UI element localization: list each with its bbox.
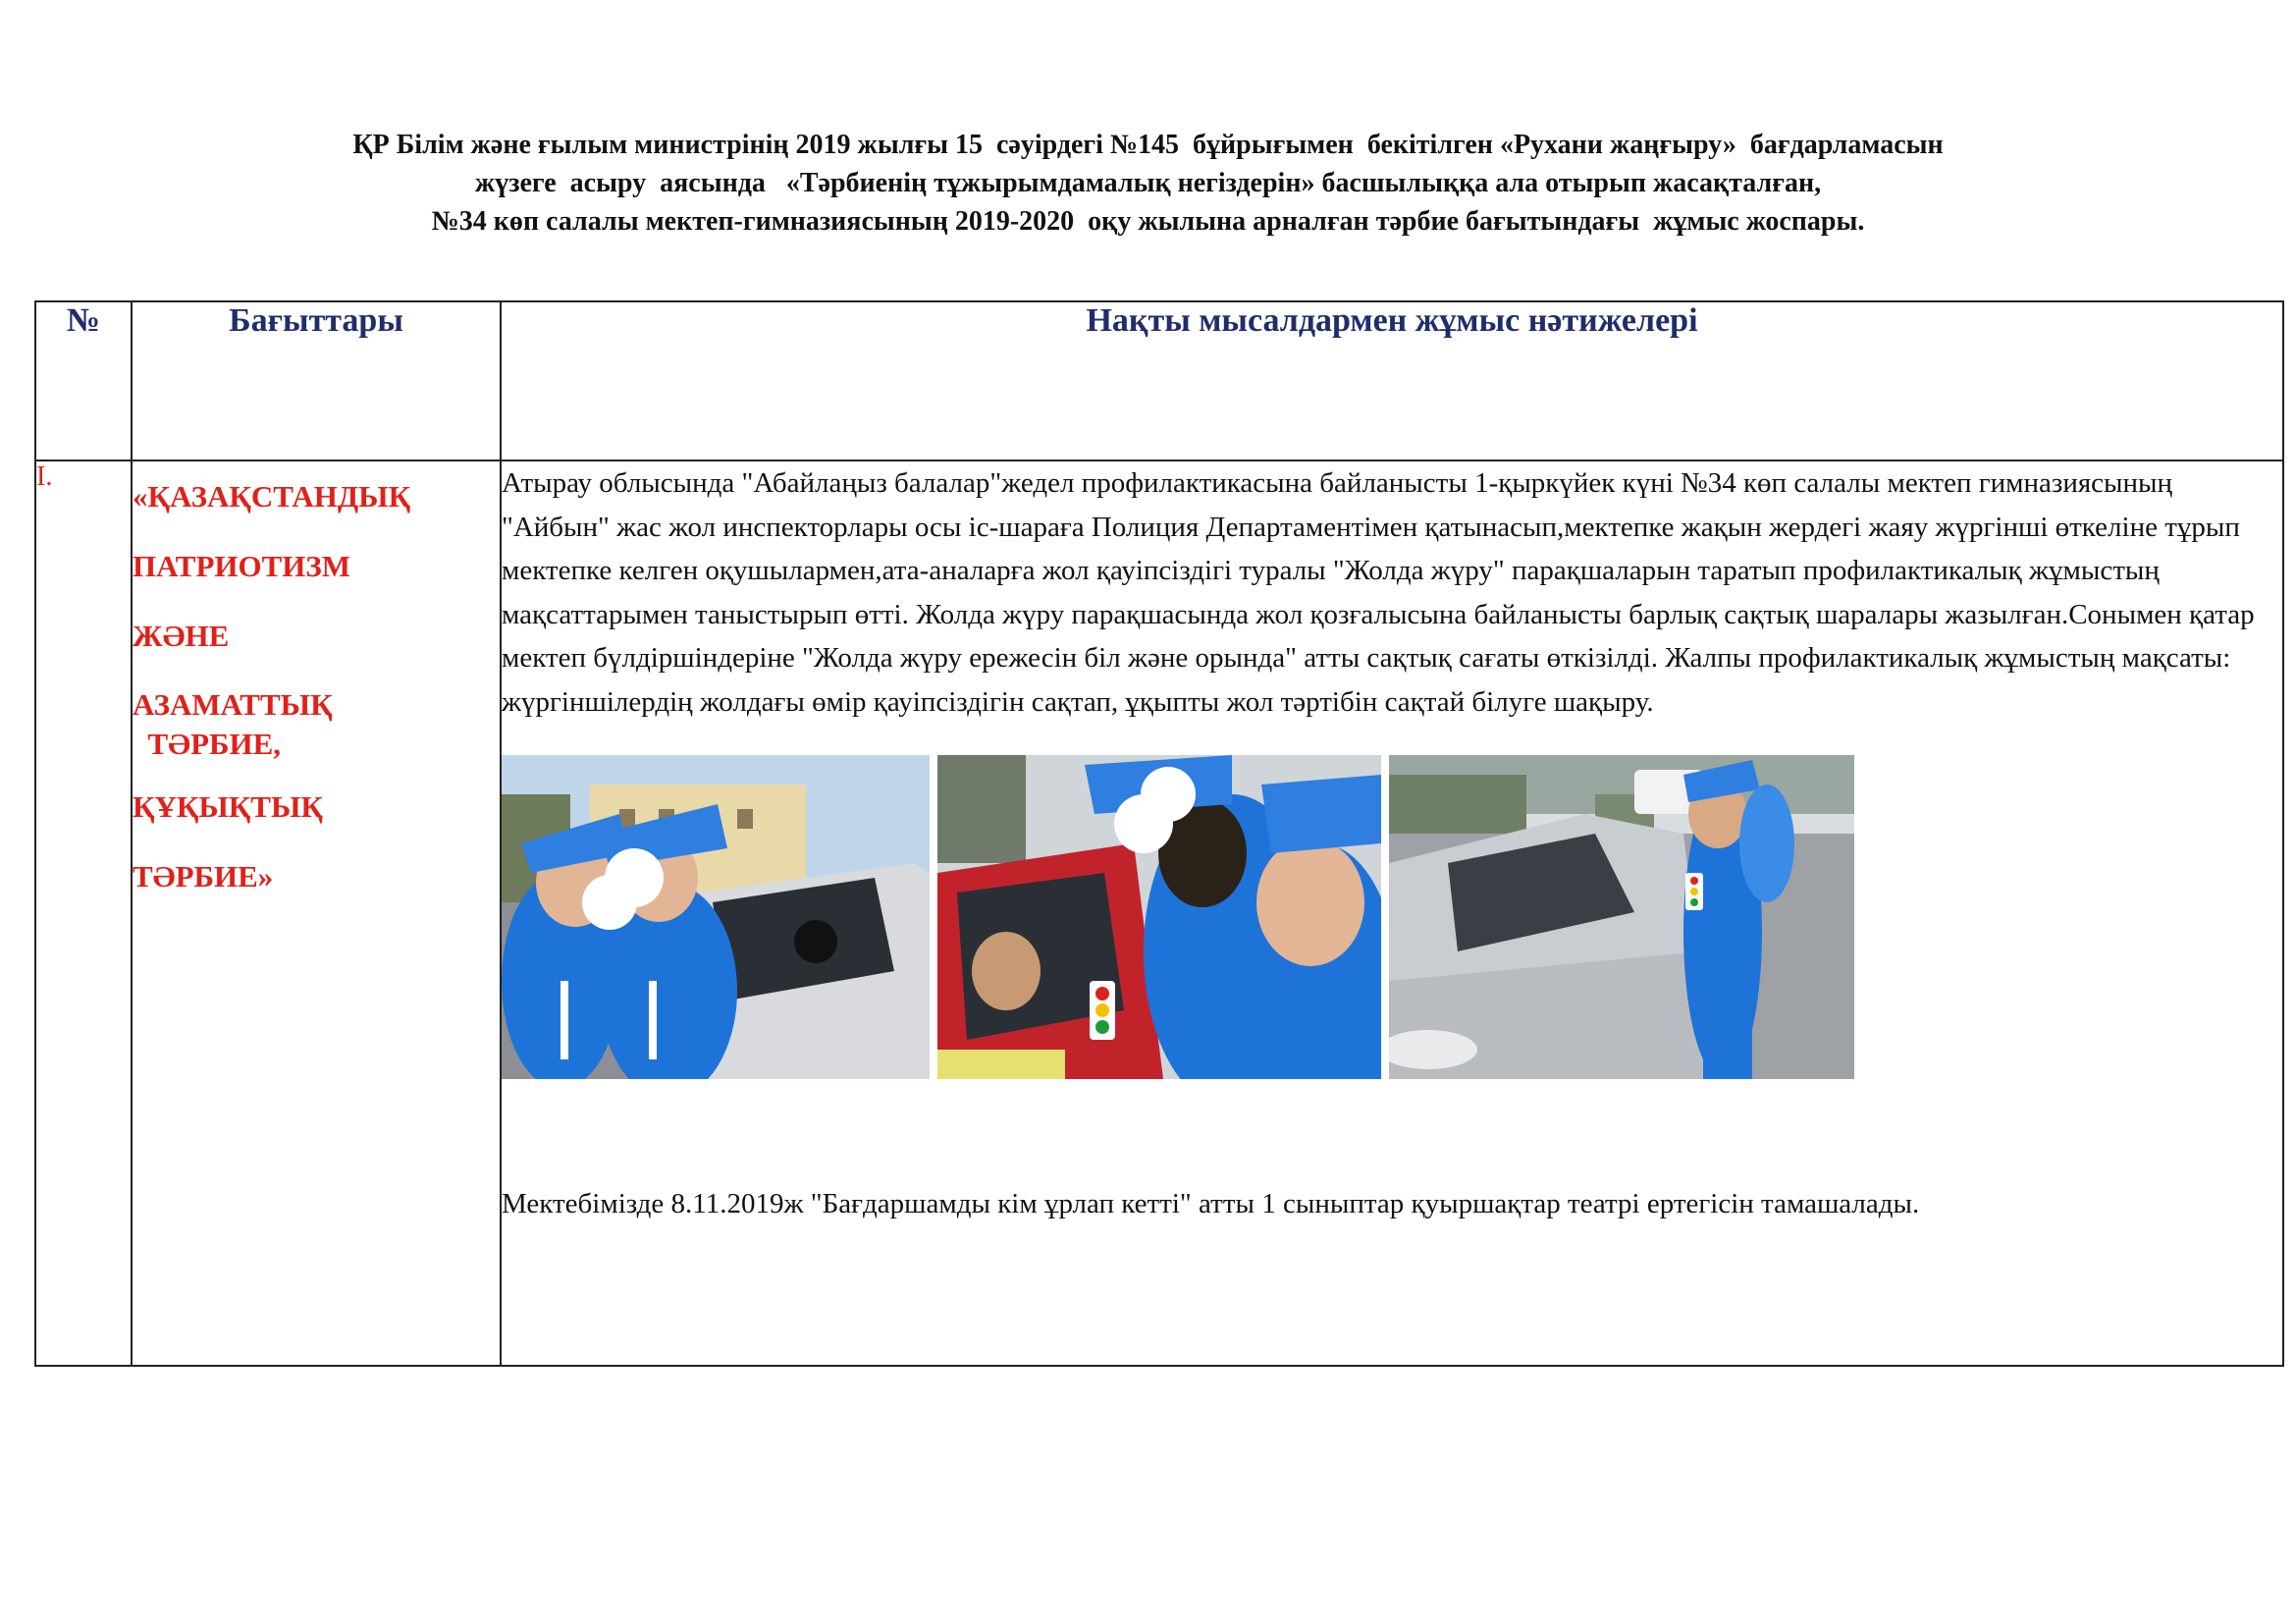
direction-line: «ҚАЗАҚСТАНДЫҚ — [133, 479, 411, 514]
table-header-row — [35, 301, 2283, 460]
results-paragraph: Атырау облысында "Абайлаңыз балалар"жедел профилактикасына байланысты 1-қыркүйек күні №34 көп салалы мектеп гимназиясының "Айбын" жас жол инспекторлары осы іс-шараға Полиция Департаментімен қатынасып,мектепке жақын жердегі жаяу жүргінші өткеліне тұрып мектепке келген оқушылармен,ата-аналарға жол қауіпсіздігі туралы "Жолда жүру" парақшаларын таратып профилактикалық жұмыстың мақсаттарымен таныстырып өтті. Жолда жүру парақшасында жол қозғалысына байланысты барлық сақтық шаралары жазылған.Сонымен қатар мектеп бүлдіршіндеріне "Жолда жүру ережесін біл және орында" атты сақтық сағаты өткізілді. Жалпы профилактикалық жұмыстың мақсаты: жүргіншілердің жолдағы өмір қауіпсіздігін сақтап, ұқыпты жол тәртібін сақтай білуге шақыру. — [502, 467, 2255, 718]
direction-line: ПАТРИОТИЗМ — [133, 549, 351, 583]
document-title — [0, 126, 2296, 241]
results-paragraph-2: Мектебімізде 8.11.2019ж "Бағдаршамды кім ұрлап кетті" атты 1 сыныптар қуыршақтар театрі ертегісін тамашалады. — [502, 1188, 1920, 1219]
direction-line: ЖӘНЕ — [133, 619, 230, 653]
photo-inspectors-at-car-2 — [937, 755, 1381, 1079]
title-line-2: жүзеге асыру аясында «Тәрбиенің тұжырымдамалық негіздерін» басшылыққа ала отырып жасақталған, — [474, 168, 1822, 198]
direction-line: ТӘРБИЕ, — [133, 727, 282, 761]
direction-line: АЗАМАТТЫҚ — [133, 687, 333, 722]
photo-strip — [502, 755, 2282, 1079]
row-direction — [132, 460, 501, 1366]
title-line-3: №34 көп салалы мектеп-гимназиясының 2019-2020 оқу жылына арналған тәрбие бағытындағы жұмыс жоспары. — [431, 206, 1865, 237]
direction-line: ТӘРБИЕ» — [133, 859, 274, 893]
row-results — [501, 460, 2283, 1366]
photo-inspector-at-silver-car — [1389, 755, 1854, 1079]
header-number: № — [35, 301, 132, 460]
row-number: I. — [35, 460, 132, 1366]
work-plan-table — [34, 300, 2284, 1367]
photo-inspectors-at-car-1 — [502, 755, 930, 1079]
direction-line: ҚҰҚЫҚТЫҚ — [133, 789, 323, 824]
header-directions: Бағыттары — [132, 301, 501, 460]
title-line-1: ҚР Білім және ғылым министрінің 2019 жылғы 15 сәуірдегі №145 бұйрығымен бекітілген «Рухани жаңғыру» бағдарламасын — [352, 130, 1944, 160]
header-results: Нақты мысалдармен жұмыс нәтижелері — [501, 301, 2283, 460]
table-row — [35, 460, 2283, 1366]
